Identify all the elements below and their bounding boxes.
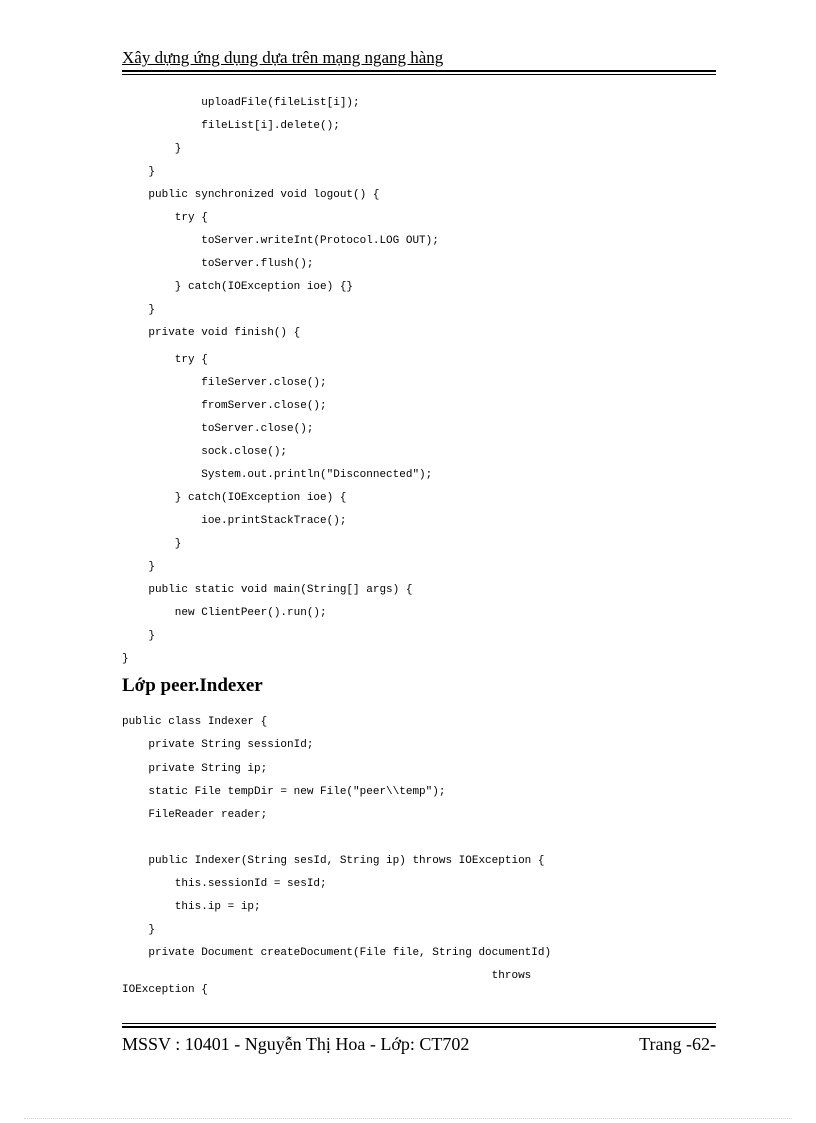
code-line: } bbox=[122, 653, 129, 665]
code-line: } catch(IOException ioe) { bbox=[122, 492, 347, 504]
code-line: toServer.flush(); bbox=[122, 258, 314, 270]
code-line: this.sessionId = sesId; bbox=[122, 878, 327, 890]
page-bottom-edge bbox=[24, 1118, 792, 1119]
code-line: private void finish() { bbox=[122, 327, 301, 339]
page-header-title: Xây dựng ứng dụng dựa trên mạng ngang hàng bbox=[122, 48, 444, 67]
code-line: public synchronized void logout() { bbox=[122, 189, 380, 201]
code-line: } bbox=[122, 304, 156, 316]
code-line: fromServer.close(); bbox=[122, 400, 327, 412]
header-rule-thick bbox=[122, 70, 716, 72]
code-line: FileReader reader; bbox=[122, 809, 268, 821]
code-line: } bbox=[122, 630, 156, 642]
code-line: new ClientPeer().run(); bbox=[122, 607, 327, 619]
code-line: private String ip; bbox=[122, 763, 268, 775]
footer-rule-thick bbox=[122, 1026, 716, 1028]
section-heading: Lớp peer.Indexer bbox=[122, 675, 263, 696]
code-line: private Document createDocument(File file, String documentId) bbox=[122, 947, 552, 959]
header-rule-thin bbox=[122, 74, 716, 75]
code-line: } bbox=[122, 924, 156, 936]
code-line: fileServer.close(); bbox=[122, 377, 327, 389]
code-line: public static void main(String[] args) { bbox=[122, 584, 413, 596]
code-line: sock.close(); bbox=[122, 446, 288, 458]
code-line: } bbox=[122, 143, 182, 155]
code-line: uploadFile(fileList[i]); bbox=[122, 97, 360, 109]
code-line: } bbox=[122, 538, 182, 550]
code-line: ioe.printStackTrace(); bbox=[122, 515, 347, 527]
footer-rule-thin bbox=[122, 1023, 716, 1024]
code-line: private String sessionId; bbox=[122, 739, 314, 751]
code-line: try { bbox=[122, 212, 208, 224]
code-line: } catch(IOException ioe) {} bbox=[122, 281, 354, 293]
code-line: public class Indexer { bbox=[122, 716, 268, 728]
code-line: toServer.close(); bbox=[122, 423, 314, 435]
code-line: public Indexer(String sesId, String ip) throws IOException { bbox=[122, 855, 545, 867]
code-line: toServer.writeInt(Protocol.LOG OUT); bbox=[122, 235, 439, 247]
code-line: try { bbox=[122, 354, 208, 366]
footer-student-info: MSSV : 10401 - Nguyễn Thị Hoa - Lớp: CT702 bbox=[122, 1034, 470, 1054]
code-line: throws bbox=[122, 970, 532, 982]
code-line: this.ip = ip; bbox=[122, 901, 261, 913]
code-line: } bbox=[122, 561, 156, 573]
code-line: } bbox=[122, 166, 156, 178]
footer-page-number: Trang -62- bbox=[639, 1034, 716, 1054]
code-line: fileList[i].delete(); bbox=[122, 120, 340, 132]
code-line: static File tempDir = new File("peer\\temp"); bbox=[122, 786, 446, 798]
code-line: IOException { bbox=[122, 984, 208, 996]
code-line: System.out.println("Disconnected"); bbox=[122, 469, 433, 481]
